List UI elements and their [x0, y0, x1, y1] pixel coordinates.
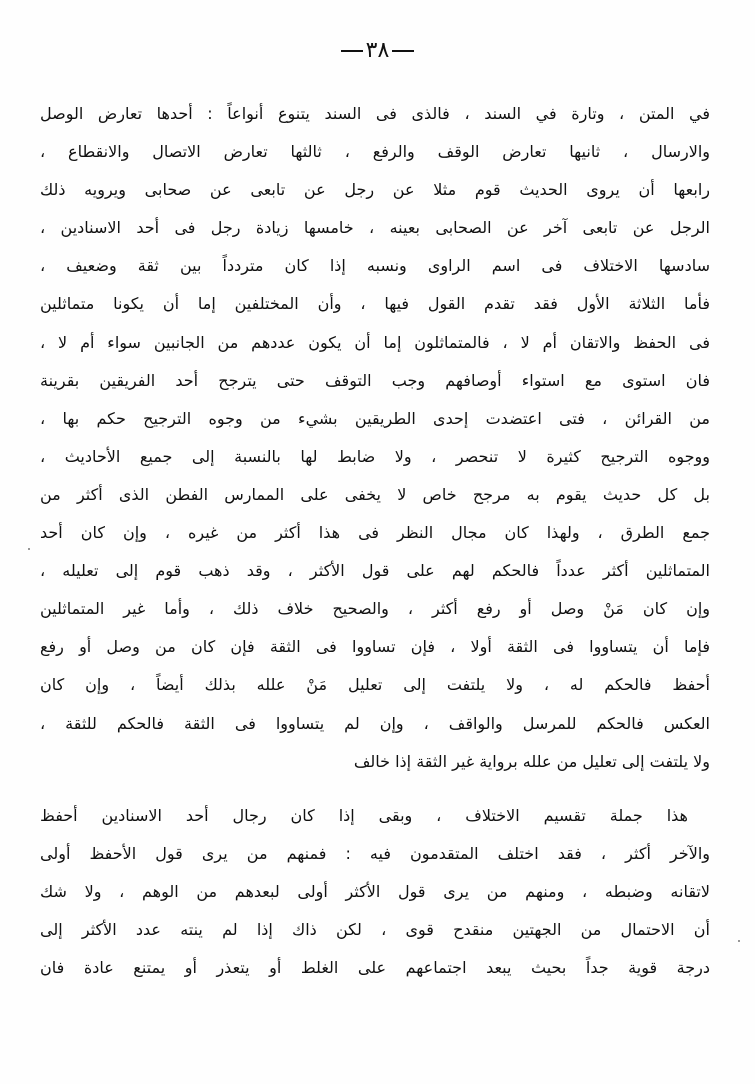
text-line: العكس فالحكم للمرسل والواقف ، وإن لم يتساووا فى الثقة فالحكم للثقة ،	[40, 713, 710, 733]
text-line: في المتن ، وتارة في السند ، فالذى فى السند يتنوع أنواعاً : أحدها تعارض الوصل	[40, 104, 710, 123]
text-line: ووجوه الترجيح كثيرة لا تنحصر ، ولا ضابط لها بالنسبة إلى جميع الأحاديث ،	[40, 446, 710, 466]
text-line: أن الاحتمال من الجهتين منقدح قوى ، لكن ذاك إذا لم ينته عدد الأكثر إلى	[40, 920, 710, 940]
text-line: وإن كان مَنْ وصل أو رفع أكثر ، والصحيح خلاف ذلك ، وأما غير المتماثلين	[40, 599, 710, 619]
page-number-dash-right	[392, 50, 414, 52]
text-line: درجة قوية جداً بحيث يبعد اجتماعهم على الغلط أو يتعذر أو يمتنع عادة فان	[40, 958, 710, 978]
text-line: والارسال ، ثانيها تعارض الوقف والرفع ، ثالثها تعارض الاتصال والانقطاع ،	[40, 142, 710, 162]
text-line: فان استوى مع استواء أوصافهم وجب التوقف حتى يترجح أحد الفريقين بقرينة	[40, 370, 710, 390]
paragraph-1	[40, 95, 710, 781]
text-line: رابعها أن يروى الحديث قوم مثلا عن رجل عن تابعى عن صحابى ويرويه ذلك	[40, 180, 710, 200]
text-line: لاتقانه وضبطه ، ومنهم من يرى قول الأكثر أولى لبعدهم من الوهم ، ولا شك	[40, 882, 710, 902]
text-line: المتماثلين أكثر عدداً فالحكم لهم على قول الأكثر ، وقد ذهب قوم إلى تعليله ،	[40, 561, 710, 581]
text-line: الرجل عن تابعى آخر عن الصحابى بعينه ، خامسها زيادة رجل فى أحد الاسنادين ،	[40, 218, 710, 238]
text-line: من القرائن ، فتى اعتضدت إحدى الطريقين بشيء من وجوه الترجيح حكم بها ،	[40, 408, 710, 428]
page-number	[0, 38, 755, 63]
text-line: سادسها الاختلاف فى اسم الراوى ونسبه إذا كان متردداً بين ثقة وضعيف ،	[40, 256, 710, 276]
page-number-dash-left	[341, 50, 363, 52]
text-line: ولا يلتفت إلى تعليل من علله برواية غير الثقة إذا خالف	[353, 751, 710, 771]
text-line: فأما الثلاثة الأول فقد تقدم القول فيها ، وأن المختلفين إما أن يكونا متماثلين	[40, 294, 710, 314]
text-line: أحفظ فالحكم له ، ولا يلتفت إلى تعليل مَنْ علله بذلك أيضاً ، وإن كان	[40, 675, 710, 695]
text-line: فإما أن يتساووا فى الثقة أولا ، فإن تساووا فى الثقة فإن كان من وصل أو رفع	[40, 637, 710, 657]
page-number-text: ٣٨	[365, 38, 390, 63]
paper-speck	[738, 940, 740, 942]
text-line: بل كل حديث يقوم به مرجح خاص لا يخفى على الممارس الفطن الذى أكثر من	[40, 484, 710, 504]
text-line: فى الحفظ والاتقان أم لا ، فالمتماثلون إما أن يكون عددهم من الجانبين سواء أم لا ،	[40, 332, 710, 352]
text-line: هذا جملة تقسيم الاختلاف ، وبقى إذا كان رجال أحد الاسنادين أحفظ	[40, 806, 688, 825]
paragraph-2	[40, 797, 710, 987]
text-line: جمع الطرق ، ولهذا كان مجال النظر فى هذا أكثر من غيره ، وإن كان أحد	[40, 523, 710, 543]
text-line: والآخر أكثر ، فقد اختلف المتقدمون فيه : فمنهم من يرى قول الأحفظ أولى	[40, 844, 710, 864]
paper-speck	[28, 548, 30, 550]
